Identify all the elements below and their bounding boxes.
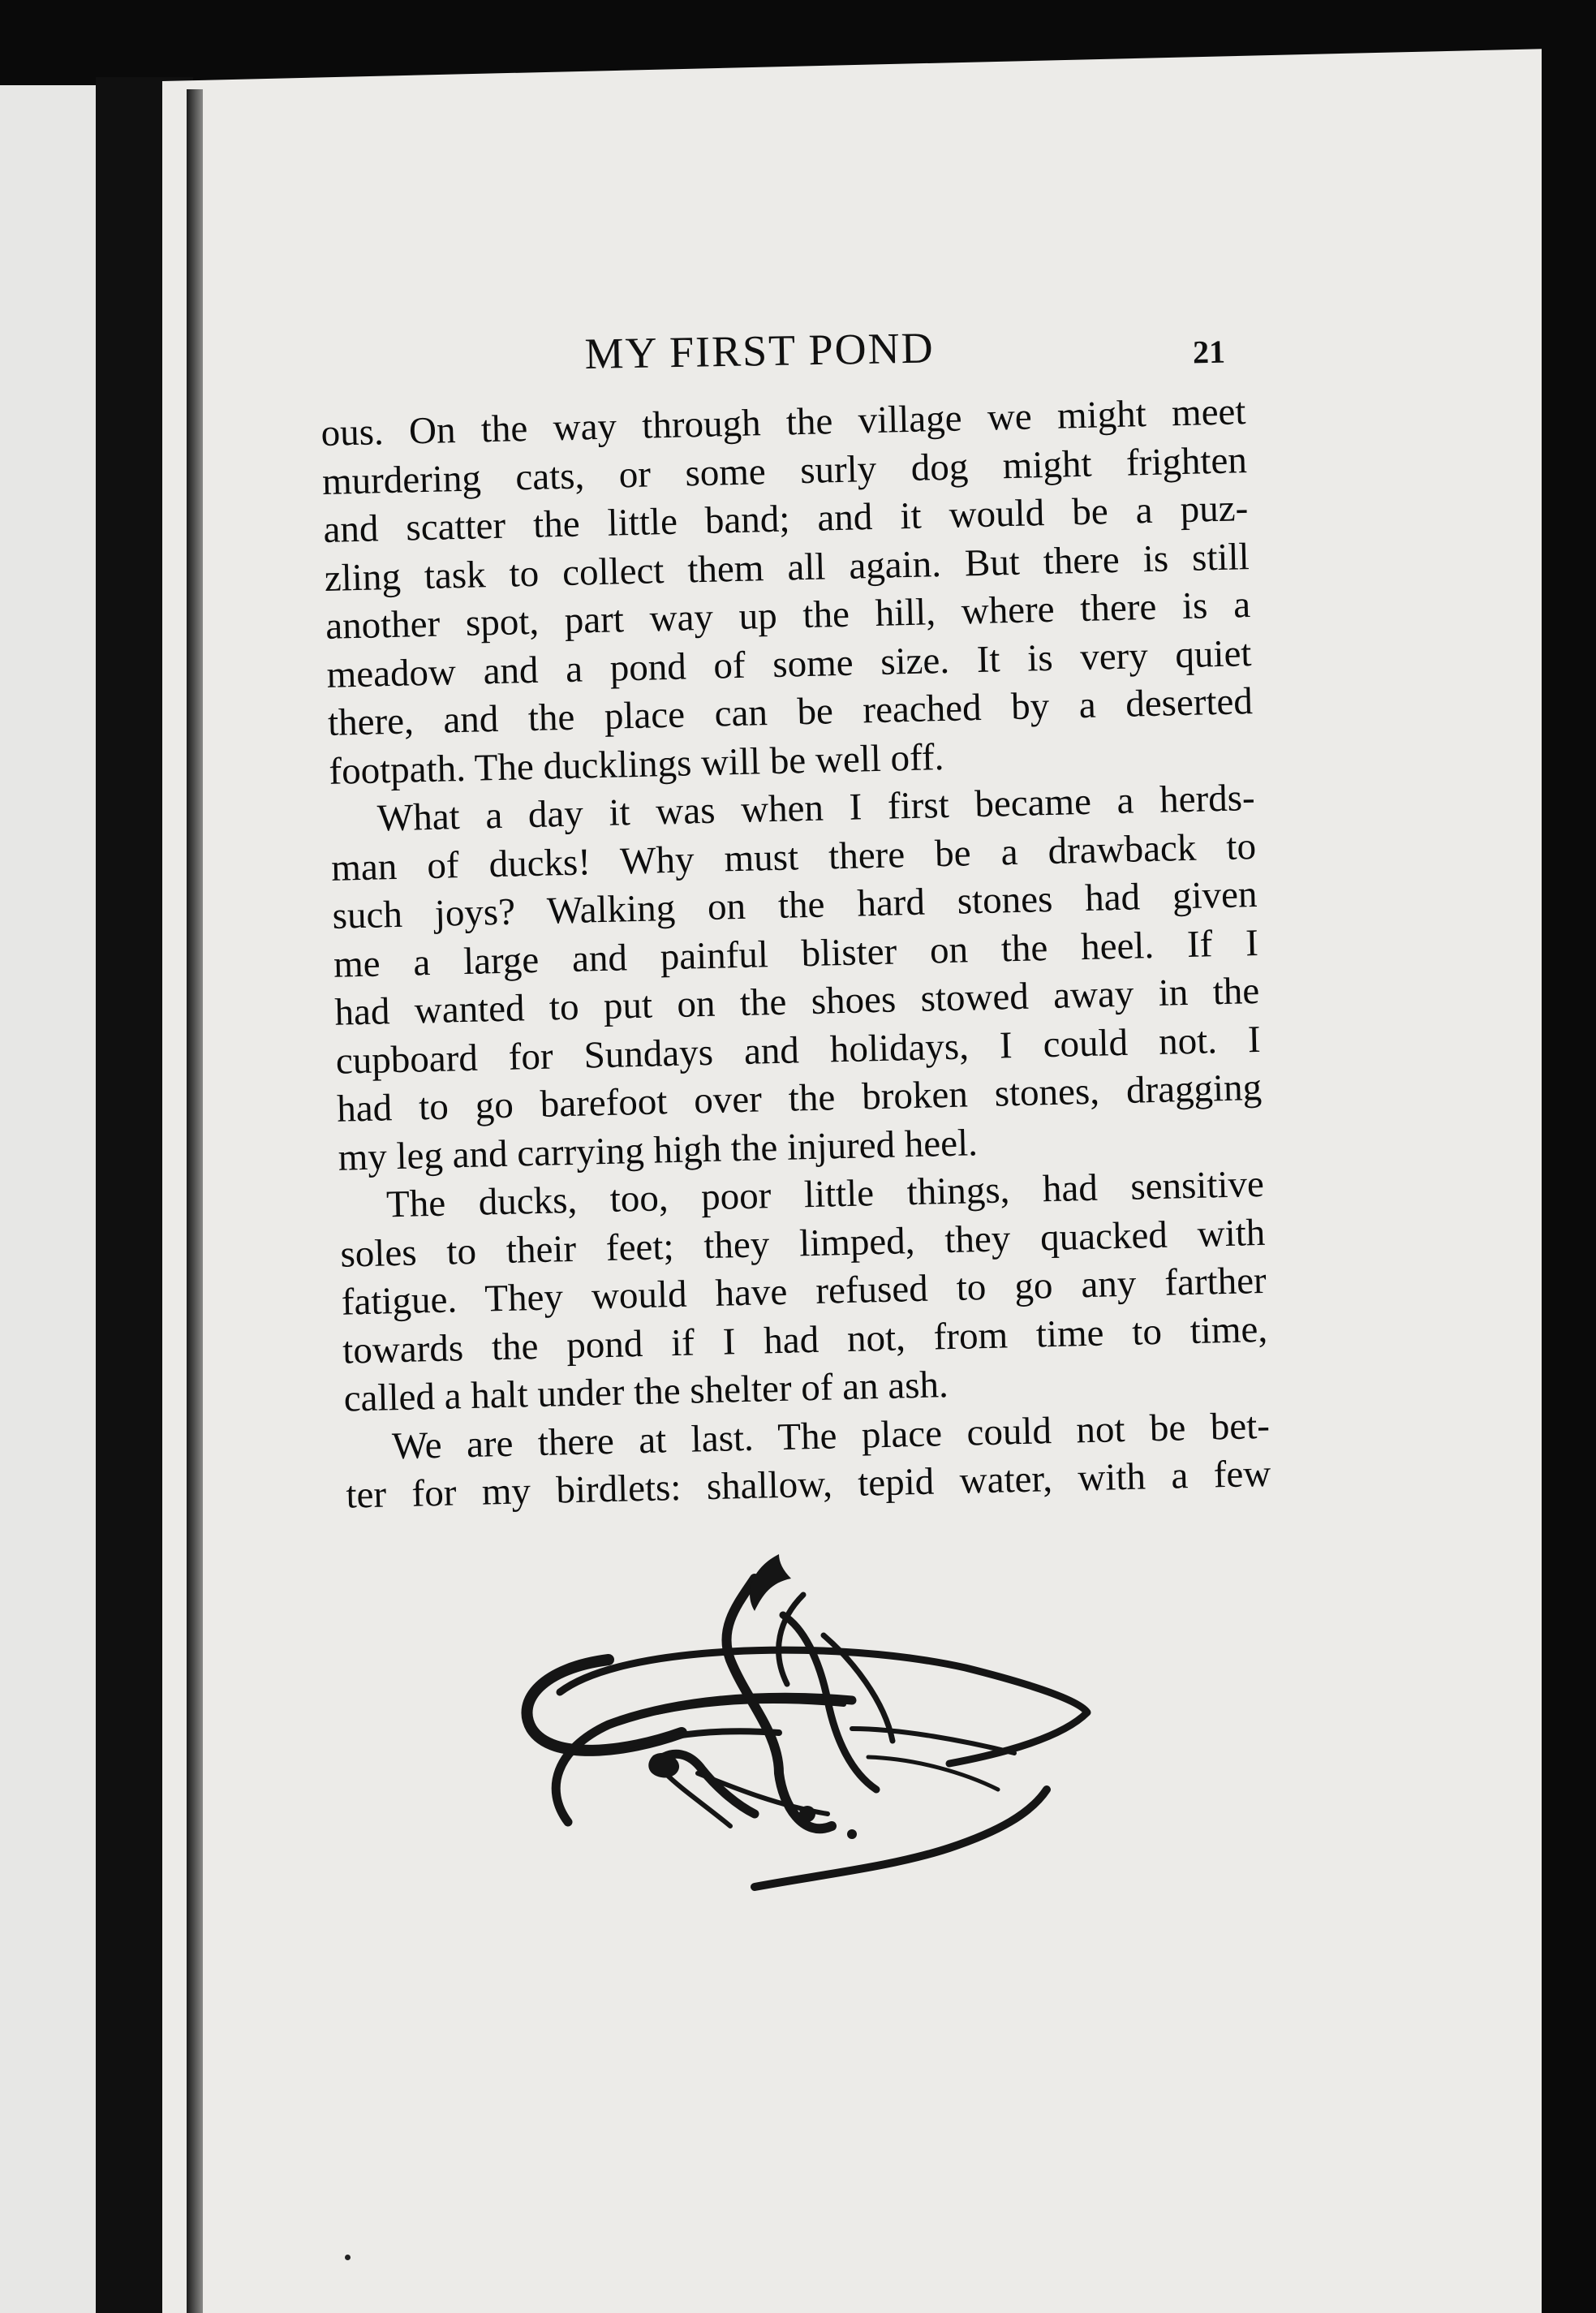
- running-title: MY FIRST POND: [584, 323, 936, 378]
- ducks-swimming-ornament-icon: [511, 1546, 1095, 1903]
- text-line: ous. On the way through the village we might meet: [320, 390, 1246, 454]
- text-line: murdering cats, or some surly dog might frighten: [321, 438, 1248, 503]
- text-line: meadow and a pond of some size. It is very quiet: [326, 631, 1252, 696]
- text-line: called a halt under the shelter of an ash.: [343, 1363, 949, 1420]
- body-text: [320, 388, 1271, 1520]
- text-line: zling task to collect them all again. But there is still: [324, 535, 1250, 600]
- text-line: my leg and carrying high the injured heel.: [338, 1121, 979, 1179]
- text-line: had wanted to put on the shoes stowed away in the: [333, 969, 1260, 1034]
- text-line: We are there at last. The place could not be bet-: [391, 1404, 1271, 1467]
- text-line: The ducks, too, poor little things, had sensitive: [385, 1162, 1265, 1226]
- text-line: What a day it was when I first became a herds-: [376, 777, 1256, 840]
- scan-border: [1542, 0, 1596, 2313]
- text-line: fatigue. They would have refused to go any farther: [341, 1259, 1267, 1324]
- paragraph: [320, 388, 1254, 796]
- facing-page: [0, 85, 96, 2313]
- paragraph: [329, 774, 1263, 1182]
- text-line: towards the pond if I had not, from time to time,: [342, 1307, 1268, 1372]
- text-line: man of ducks! Why must there be a drawback to: [330, 825, 1257, 889]
- text-line: another spot, part way up the hill, where there is a: [325, 584, 1251, 648]
- text-line: and scatter the little band; and it would be a puz-: [322, 487, 1249, 551]
- text-line: soles to their feet; they limped, they quacked with: [339, 1211, 1266, 1276]
- text-line: me a large and painful blister on the heel. If I: [333, 921, 1259, 986]
- text-line: had to go barefoot over the broken stones, dragging: [336, 1066, 1263, 1131]
- page-number: 21: [1192, 333, 1226, 371]
- text-line: ter for my birdlets: shallow, tepid water, with a few: [345, 1452, 1271, 1517]
- text-line: there, and the place can be reached by a deserted: [327, 680, 1254, 744]
- text-line: footpath. The ducklings will be well off.: [328, 735, 944, 793]
- scan-speck: [345, 2255, 351, 2260]
- paragraph: [338, 1161, 1269, 1424]
- page-edge-shadow: [187, 89, 203, 2313]
- text-line: cupboard for Sundays and holidays, I could not. I: [335, 1018, 1262, 1083]
- text-line: such joys? Walking on the hard stones had given: [332, 872, 1258, 937]
